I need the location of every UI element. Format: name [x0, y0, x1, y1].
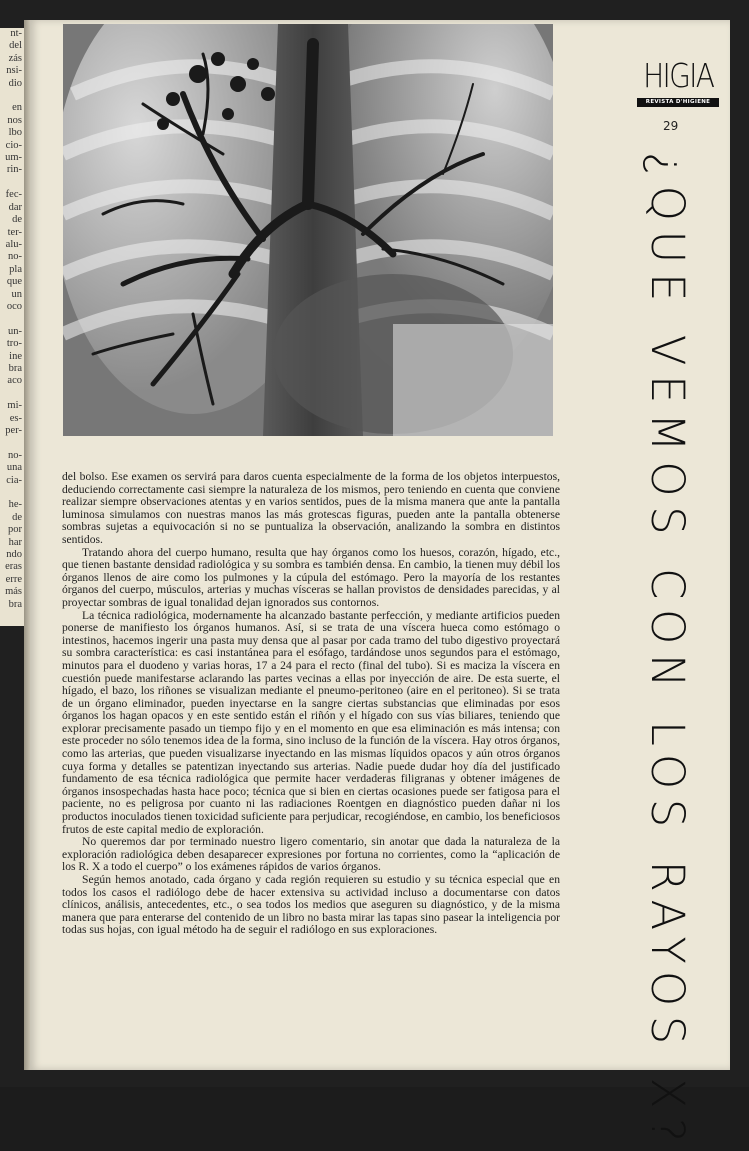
previous-page-fragment: bra	[8, 362, 22, 374]
previous-page-fragment	[0, 437, 24, 449]
previous-page-fragment: bra	[8, 598, 22, 610]
logo-tagline: REVISTA D'HIGIENE	[637, 98, 719, 107]
previous-page-fragment: es-	[9, 412, 22, 424]
previous-page-fragment	[0, 313, 24, 325]
previous-page-fragment	[0, 388, 24, 400]
article-body	[62, 471, 560, 937]
paragraph-2: Tratando ahora del cuerpo humano, resulta que hay órganos como los huesos, corazón, hígado, etc., que tienen bastante densidad radiológica y su sombra es también densa. En cambio, la tienen muy débil los órganos llenos de aire como los pulmones y la cúpula del estómago. Pero la mayoría de los restantes órganos del cuerpo, músculos, arterias y muchas vísceras se hallan provistos de densidades parecidas, y al proyectar sombras de igual tonalidad dejan ignorados sus contornos.	[62, 545, 560, 609]
magazine-page	[30, 20, 730, 1151]
x-ray-illustration	[63, 24, 553, 436]
previous-page-fragment: cio-	[5, 139, 22, 151]
previous-page-fragment: que	[6, 276, 22, 288]
previous-page-fragment: tro-	[6, 338, 22, 350]
previous-page-fragment	[0, 177, 24, 189]
previous-page-fragment: erre	[5, 573, 22, 585]
previous-page-fragment: lbo	[8, 127, 22, 139]
paragraph-1: del bolso. Ese examen os servirá para daros cuenta especialmente de la forma de los objetos interpuestos, deduciendo correctamente casi siempre la naturaleza de los mismos, pero teniendo en cuenta que conviene realizar siempre observaciones atentas y en varios sentidos, pues de la misma manera que ante la pantalla luminosa simulamos con nuestras manos las más grotescas figuras, pueden ante la pantalla obtenerse sombras sujetas a equivocación si no se puntualiza la observación, analizando la sombra en distintos sentidos.	[62, 470, 560, 546]
previous-page-fragment: um-	[5, 152, 22, 164]
previous-page-fragment: eras	[5, 561, 22, 573]
higia-logo	[637, 56, 719, 108]
previous-page-fragment: oco	[6, 300, 22, 312]
previous-page-fragment: un-	[8, 325, 22, 337]
previous-page-fragment: en	[12, 102, 22, 114]
previous-page-fragment	[0, 90, 24, 102]
previous-page-fragment: dio	[8, 77, 22, 89]
previous-page-fragment: más	[5, 586, 22, 598]
previous-page-fragment: nsi-	[6, 65, 22, 77]
previous-page-fragment: del	[9, 40, 22, 52]
previous-page-fragment: ndo	[6, 549, 22, 561]
previous-page-fragment: una	[6, 462, 22, 474]
previous-page-fragment: ine	[9, 350, 22, 362]
previous-page-fragment: un	[11, 288, 22, 300]
previous-page-fragment	[0, 487, 24, 499]
paragraph-5: Según hemos anotado, cada órgano y cada región requieren su estudio y su técnica especial que en todos los casos el radiólogo debe de hacer extensiva su actividad incluso a documentarse con datos clínicos, análisis, antecedentes, etc., o sea todos los medios que aseguren su diagnóstico, y de la misma manera que para enterarse del contenido de un libro no basta mirar las tapas sino pasear la inteligencia por todas sus hojas, con igual método ha de seguir el radiólogo en sus exploraciones.	[62, 873, 560, 937]
chest-x-ray-image	[63, 24, 553, 436]
paragraph-3: La técnica radiológica, modernamente ha alcanzado bastante perfección, y mediante artificios pueden ponerse de manifiesto los órganos humanos. Así, si se trata de una víscera hueca como estómago o intestinos, hacemos ingerir una pasta muy densa que al pasar por cada tramo del tubo digestivo proyectará su sombra característica: es casi instantánea para el esófago, tardándose unos segundos para el estómago, minutos para el duodeno y varias horas, 17 a 24 para el recto (final del tubo). Si es maciza la víscera en cuestión puede manifestarse aclarando las partes vecinas a ellas por inyección de aire. De esta suerte, el hígado, el bazo, los riñones se visualizan mediante el pneumo-peritoneo (aire en el peritoneo). Si se trata de un órgano eliminador, pueden inyectarse en la sangre ciertas substancias que eliminadas por esos órganos los hagan opacos y en este sentido están el riñón y el hígado con sus vías biliares, teniendo que explorar precisamente pasado un tiempo fijo y en el momento en que esa eliminación es más intensa; con este proceder no sólo tenemos idea de la forma, sino incluso de la función de la víscera. Hay otros órganos, como las arterias, que pueden visualizarse inyectando en las mismas líquidos opacos y aún otros órganos cuya forma y detalles se patentizan inyectando sus arterias. Nadie puede dudar hoy día del justificado fundamento de esa técnica radiológica que permite hacer verdaderas filigranas y obtener imágenes de órganos insospechadas hasta hace poco; técnica que si bien en ciertas ocasiones puede ser fatigosa para el paciente, no es peligrosa por cuanto ni las radiaciones Roentgen en diagnóstico pueden dañar ni los productos inoculados tienen toxicidad suficiente para perjudicar, recogiéndose, en cambio, los beneficiosos frutos de este capital medio de exploración.	[62, 608, 560, 836]
previous-page-fragment: fec-	[5, 189, 22, 201]
previous-page-fragment: har	[8, 536, 22, 548]
previous-page-fragment: no-	[8, 251, 22, 263]
previous-page-fragment: nt-	[10, 28, 22, 39]
previous-page-fragment: pla	[9, 263, 22, 275]
previous-page-fragment: rin-	[6, 164, 22, 176]
previous-page-fragment: cia-	[6, 474, 22, 486]
previous-page-fragment: zás	[8, 52, 22, 64]
previous-page-fragment: de	[12, 214, 22, 226]
previous-page-fragment: ter-	[7, 226, 22, 238]
previous-page-fragment: de	[12, 511, 22, 523]
previous-page-fragment: nos	[7, 114, 22, 126]
previous-page-fragment: dar	[8, 201, 22, 213]
previous-page-fragment: aco	[7, 375, 22, 387]
paragraph-4: No queremos dar por terminado nuestro ligero comentario, sin anotar que dada la naturaleza de la exploración radiológica deben desaparecer expresiones por fortuna no corrientes, como la “aplicación de los R. X a todo el cuerpo” o los exámenes rápidos de varios órganos.	[62, 835, 560, 874]
article-title: ¿QUE VEMOS CON LOS RAYOS X?	[641, 152, 694, 1151]
logo-word: HIGIA	[643, 56, 714, 95]
page-number: 29	[663, 119, 679, 133]
previous-page-edge	[0, 28, 24, 626]
previous-page-fragment: mi-	[7, 400, 22, 412]
previous-page-fragment: por	[8, 524, 22, 536]
previous-page-fragment: per-	[5, 425, 22, 436]
previous-page-fragment: no-	[8, 449, 22, 461]
previous-page-fragment: alu-	[5, 238, 22, 250]
previous-page-fragment: he-	[8, 499, 22, 511]
